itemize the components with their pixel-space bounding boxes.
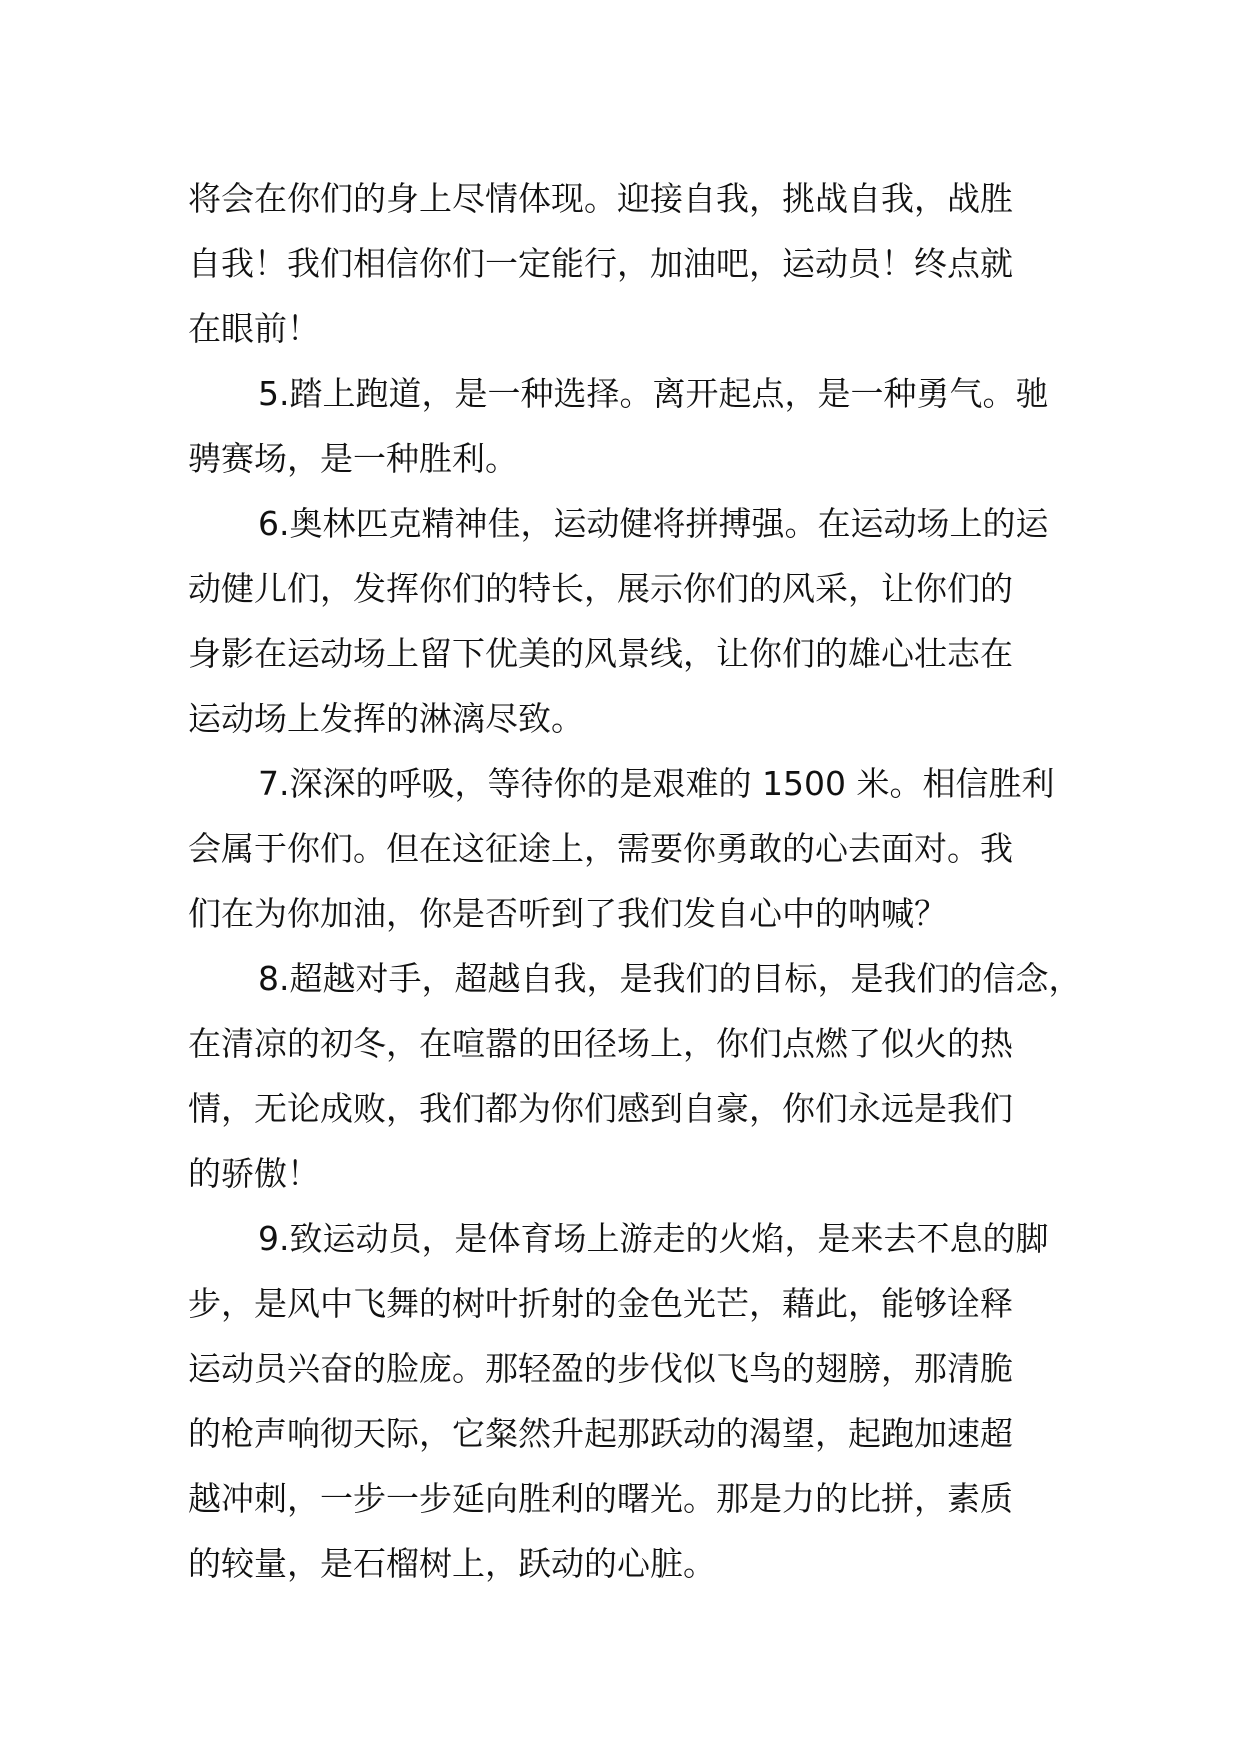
text-line: 在眼前！ — [188, 309, 320, 348]
text-line: 将会在你们的身上尽情体现。迎接自我，挑战自我，战胜 — [188, 179, 1013, 218]
text-line: 自我！我们相信你们一定能行，加油吧，运动员！终点就 — [188, 244, 1013, 283]
text-line: 动健儿们，发挥你们的特长，展示你们的风采，让你们的 — [188, 569, 1013, 608]
text-line: 的骄傲！ — [188, 1154, 320, 1193]
text-line: 骋赛场，是一种胜利。 — [188, 439, 518, 478]
text-line: 步，是风中飞舞的树叶折射的金色光芒，藉此，能够诠释 — [188, 1284, 1013, 1323]
text-line: 运动员兴奋的脸庞。那轻盈的步伐似飞鸟的翅膀，那清脆 — [188, 1349, 1013, 1388]
paragraph-7-line: 7.深深的呼吸，等待你的是艰难的 1500 米。相信胜利 — [258, 764, 1055, 803]
paragraph-6-line: 6.奥林匹克精神佳，运动健将拼搏强。在运动场上的运 — [258, 504, 1049, 543]
text-line: 会属于你们。但在这征途上，需要你勇敢的心去面对。我 — [188, 829, 1013, 868]
text-line: 运动场上发挥的淋漓尽致。 — [188, 699, 584, 738]
text-line: 的较量，是石榴树上，跃动的心脏。 — [188, 1544, 716, 1583]
document-body — [188, 166, 1082, 1596]
text-line: 们在为你加油，你是否听到了我们发自心中的呐喊？ — [188, 894, 947, 933]
paragraph-8-line: 8.超越对手，超越自我，是我们的目标，是我们的信念， — [258, 959, 1082, 998]
text-line: 身影在运动场上留下优美的风景线，让你们的雄心壮志在 — [188, 634, 1013, 673]
text-line: 情，无论成败，我们都为你们感到自豪，你们永远是我们 — [188, 1089, 1013, 1128]
text-line: 在清凉的初冬，在喧嚣的田径场上，你们点燃了似火的热 — [188, 1024, 1013, 1063]
paragraph-5-line: 5.踏上跑道，是一种选择。离开起点，是一种勇气。驰 — [258, 374, 1049, 413]
text-line: 的枪声响彻天际，它粲然升起那跃动的渴望，起跑加速超 — [188, 1414, 1013, 1453]
paragraph-9-line: 9.致运动员，是体育场上游走的火焰，是来去不息的脚 — [258, 1219, 1049, 1258]
text-line: 越冲刺，一步一步延向胜利的曙光。那是力的比拼，素质 — [188, 1479, 1013, 1518]
